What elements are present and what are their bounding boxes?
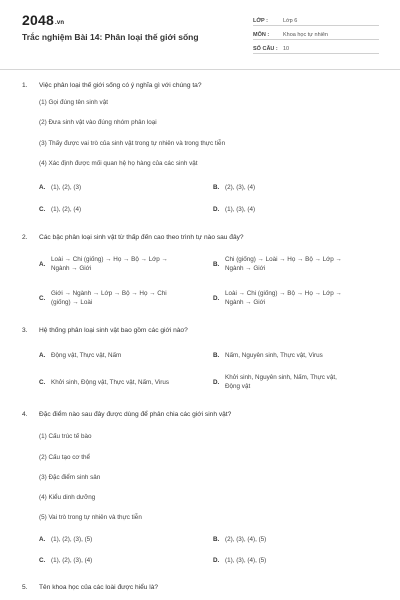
question-5 <box>22 583 382 592</box>
option-text: (1), (3), (4), (5) <box>225 557 267 564</box>
option-text: (2), (3), (4) <box>225 184 256 191</box>
answer-option-a[interactable] <box>39 255 204 273</box>
answer-option-d[interactable] <box>213 556 378 565</box>
answer-option-d[interactable] <box>213 289 381 307</box>
option-text: (1), (2), (3), (4) <box>51 557 93 564</box>
option-line-1: Khởi sinh, Nguyên sinh, Nấm, Thực vật, <box>225 374 337 381</box>
option-line-2: (giống) → Loài <box>51 299 93 306</box>
document-title: Trắc nghiệm Bài 14: Phân loại thế giới sống <box>22 32 199 42</box>
option-line-2: Ngành → Giới <box>225 299 266 306</box>
question-number: 2. <box>22 234 28 241</box>
meta-key: SỐ CÂU : <box>253 46 278 52</box>
option-letter: C. <box>39 206 46 213</box>
answer-option-b[interactable] <box>213 255 381 273</box>
question-number: 4. <box>22 411 28 418</box>
statement: (4) Kiểu dinh dưỡng <box>39 494 96 501</box>
option-text: Động vật, Thực vật, Nấm <box>51 352 122 359</box>
option-text <box>51 289 204 307</box>
answer-option-d[interactable] <box>213 205 378 214</box>
logo-suffix-text: .vn <box>54 20 65 26</box>
option-letter: A. <box>39 260 46 268</box>
option-letter: B. <box>213 184 220 191</box>
site-logo[interactable] <box>22 12 64 28</box>
meta-info-table <box>253 14 379 56</box>
meta-value: Lớp 6 <box>283 18 298 24</box>
statement: (5) Vai trò trong tự nhiên và thực tiễn <box>39 514 142 521</box>
question-header <box>22 81 382 90</box>
option-letter: D. <box>213 378 220 386</box>
answer-option-b[interactable] <box>213 351 381 360</box>
option-line-1: Chi (giống) → Loài → Họ → Bộ → Lớp → <box>225 256 342 263</box>
option-line-1: Loài → Chi (giống) → Họ → Bộ → Lớp → <box>51 256 168 263</box>
option-letter: A. <box>39 352 46 359</box>
option-letter: B. <box>213 536 220 543</box>
meta-key: LỚP : <box>253 18 268 24</box>
question-header <box>22 410 382 419</box>
logo-main-text: 2048 <box>22 12 54 28</box>
option-letter: B. <box>213 260 220 268</box>
answer-option-a[interactable] <box>39 535 199 544</box>
option-letter: C. <box>39 557 46 564</box>
meta-row-subject <box>253 28 379 40</box>
meta-value: 10 <box>283 46 290 52</box>
option-text: (1), (2), (4) <box>51 206 82 213</box>
option-letter: A. <box>39 184 46 191</box>
option-letter: A. <box>39 536 46 543</box>
option-text: (1), (2), (3) <box>51 184 82 191</box>
answer-option-b[interactable] <box>213 183 378 192</box>
option-letter: C. <box>39 379 46 386</box>
option-letter: D. <box>213 557 220 564</box>
option-text <box>51 255 204 273</box>
question-number: 1. <box>22 82 28 89</box>
answer-option-a[interactable] <box>39 183 199 192</box>
option-line-2: Ngành → Giới <box>225 265 266 272</box>
option-letter: B. <box>213 352 220 359</box>
question-3 <box>22 326 382 335</box>
question-text: Tên khoa học của các loài được hiểu là? <box>39 584 159 591</box>
option-letter: D. <box>213 294 220 302</box>
question-4 <box>22 410 382 419</box>
question-header <box>22 326 382 335</box>
answer-option-b[interactable] <box>213 535 378 544</box>
statement: (1) Cấu trúc tế bào <box>39 433 92 440</box>
meta-row-class <box>253 14 379 26</box>
statement: (2) Cấu tạo cơ thể <box>39 454 91 461</box>
option-letter: D. <box>213 206 220 213</box>
option-line-2: Ngành → Giới <box>51 265 92 272</box>
option-text: (1), (3), (4) <box>225 206 256 213</box>
question-text: Việc phân loại thế giới sống có ý nghĩa gì với chúng ta? <box>39 82 202 89</box>
answer-option-d[interactable] <box>213 373 381 391</box>
answer-option-c[interactable] <box>39 556 199 565</box>
option-line-1: Loài → Chi (giống) → Bộ → Họ → Lớp → <box>225 290 342 297</box>
question-header <box>22 583 382 592</box>
question-text: Đặc điểm nào sau đây được dùng để phân chia các giới sinh vật? <box>39 411 232 418</box>
statement: (1) Gọi đúng tên sinh vật <box>39 99 108 106</box>
option-line-2: Động vật <box>225 383 251 390</box>
question-1 <box>22 81 382 90</box>
option-text <box>225 255 381 273</box>
meta-value: Khoa học tự nhiên <box>283 32 328 38</box>
statement: (3) Thấy được vai trò của sinh vật trong tự nhiên và trong thực tiễn <box>39 140 226 147</box>
document-header <box>0 0 400 70</box>
answer-option-a[interactable] <box>39 351 204 360</box>
option-text: (1), (2), (3), (5) <box>51 536 93 543</box>
question-number: 5. <box>22 584 28 591</box>
answer-option-c[interactable] <box>39 378 211 387</box>
option-line-1: Giới → Ngành → Lớp → Bộ → Họ → Chi <box>51 290 167 297</box>
option-letter: C. <box>39 294 46 302</box>
option-text: (2), (3), (4), (5) <box>225 536 267 543</box>
question-2 <box>22 233 382 242</box>
question-text: Các bậc phân loại sinh vật từ thấp đến cao theo trình tự nào sau đây? <box>39 234 244 241</box>
option-text: Nấm, Nguyên sinh, Thực vật, Virus <box>225 352 323 359</box>
question-header <box>22 233 382 242</box>
meta-row-count <box>253 42 379 54</box>
statement: (4) Xác định được mối quan hệ họ hàng của các sinh vật <box>39 160 198 167</box>
option-text: Khởi sinh, Động vật, Thực vật, Nấm, Virus <box>51 379 170 386</box>
question-text: Hệ thống phân loại sinh vật bao gồm các giới nào? <box>39 327 188 334</box>
statement: (2) Đưa sinh vật vào đúng nhóm phân loại <box>39 119 157 126</box>
meta-key: MÔN : <box>253 32 270 38</box>
question-number: 3. <box>22 327 28 334</box>
statement: (3) Đặc điểm sinh sản <box>39 474 101 481</box>
answer-option-c[interactable] <box>39 289 204 307</box>
option-text <box>225 289 381 307</box>
answer-option-c[interactable] <box>39 205 199 214</box>
option-text <box>225 373 381 391</box>
